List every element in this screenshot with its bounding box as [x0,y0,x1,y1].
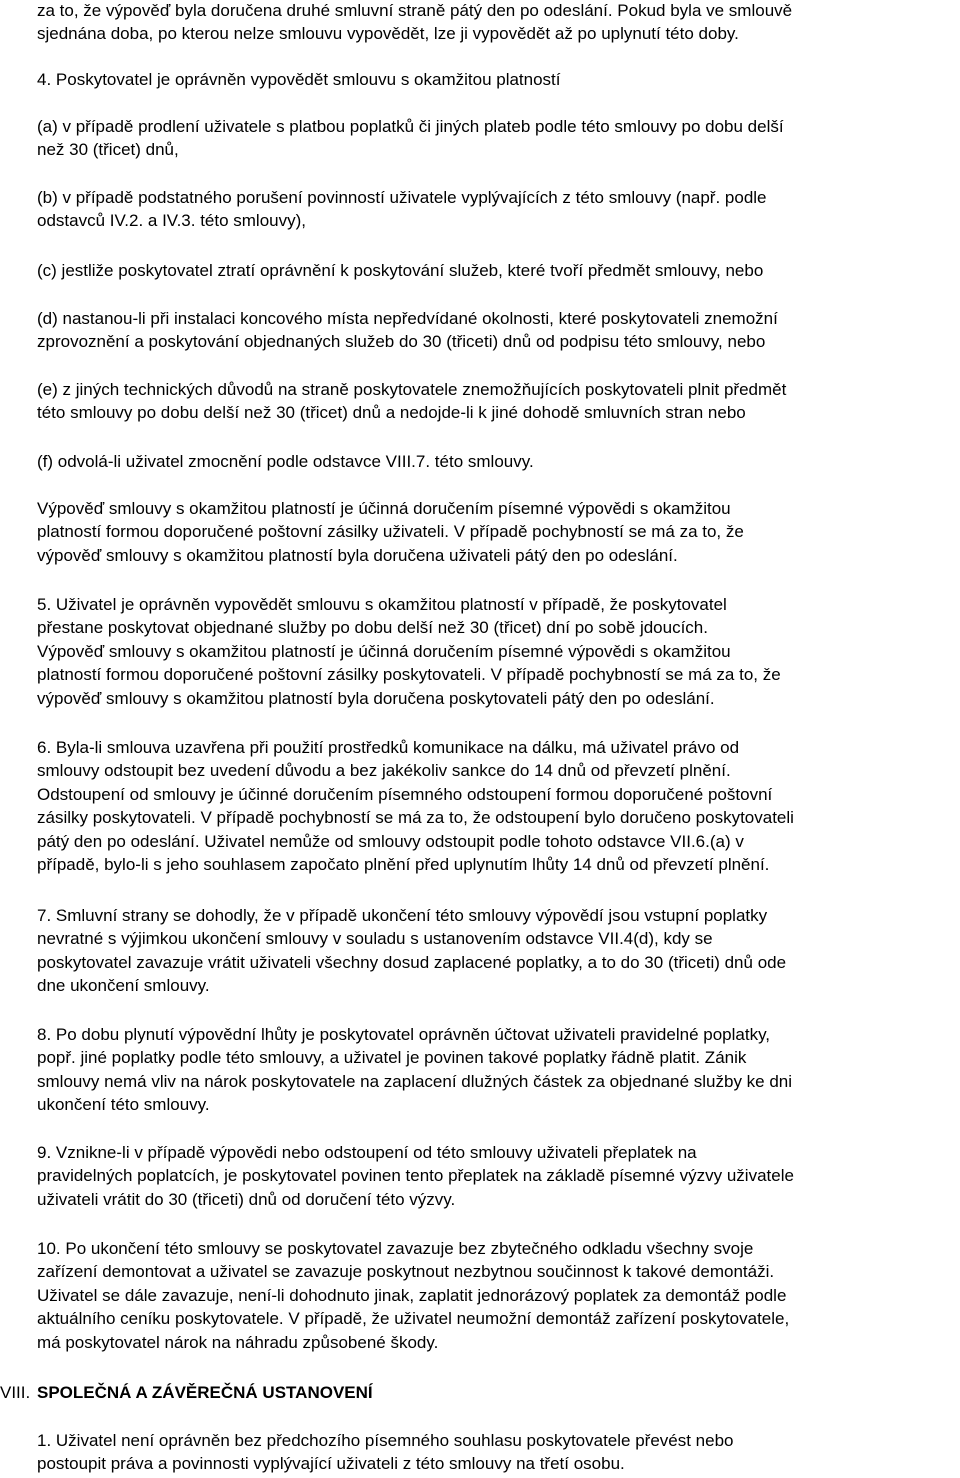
paragraph-9: 9. Vznikne-li v případě výpovědi nebo odstoupení od této smlouvy uživateli přeplatek na pravidelných poplatcích, je poskytovatel povinen tento přeplatek na základě písemné výzvy uživatele uživateli vrátit do 30 (třiceti) dnů od doručení této výzvy. [37,1143,794,1209]
paragraph-4c: (c) jestliže poskytovatel ztratí oprávnění k poskytování služeb, které tvoří předmět smlouvy, nebo [37,261,764,280]
paragraph-4a: (a) v případě prodlení uživatele s platbou poplatků či jiných plateb podle této smlouvy po dobu delší než 30 (třicet) dnů, [37,117,784,160]
section-heading-viii [0,1381,373,1404]
paragraph-6: 6. Byla-li smlouva uzavřena při použití prostředků komunikace na dálku, má uživatel právo od smlouvy odstoupit bez uvedení důvodu a bez jakékoliv sankce do 14 dnů od převzetí plnění. Odstoupení od smlouvy je účinné doručením písemného odstoupení formou doporučené poštovní zásilky poskytovateli. V případě pochybností se má za to, že odstoupení bylo doručeno poskytovateli pátý den po odeslání. Uživatel nemůže od smlouvy odstoupit podle tohoto odstavce VII.6.(a) v případě, bylo-li s jeho souhlasem započato plnění před uplynutím lhůty 14 dnů od převzetí plnění. [37,738,794,875]
paragraph-4e: (e) z jiných technických důvodů na straně poskytovatele znemožňujících poskytovateli plnit předmět této smlouvy po dobu delší než 30 (třicet) dnů a nedojde-li k jiné dohodě smluvních stran nebo [37,380,787,423]
paragraph-4f: (f) odvolá-li uživatel zmocnění podle odstavce VIII.7. této smlouvy. [37,452,534,471]
paragraph-7: 7. Smluvní strany se dohodly, že v případě ukončení této smlouvy výpovědí jsou vstupní poplatky nevratné s výjimkou ukončení smlouvy v souladu s ustanovením odstavce VII.4(d), kdy se poskytovatel zavazuje vrátit uživateli všechny dosud zaplacené poplatky, a to do 30 (třiceti) dnů ode dne ukončení smlouvy. [37,906,787,996]
paragraph-4: 4. Poskytovatel je oprávněn vypovědět smlouvu s okamžitou platností [37,70,561,89]
paragraph-8: 8. Po dobu plynutí výpovědní lhůty je poskytovatel oprávněn účtovat uživateli pravidelné poplatky, popř. jiné poplatky podle této smlouvy, a uživatel je povinen takové poplatky řádně platit. Zánik smlouvy nemá vliv na nárok poskytovatele na zaplacení dlužných částek za objednané služby ke dni ukončení této smlouvy. [37,1025,793,1115]
paragraph-4b: (b) v případě podstatného porušení povinností uživatele vyplývajících z této smlouvy (např. podle odstavců IV.2. a IV.3. této smlouvy), [37,188,767,231]
paragraph-5: 5. Uživatel je oprávněn vypovědět smlouvu s okamžitou platností v případě, že poskytovatel přestane poskytovat objednané služby po dobu delší než 30 (třicet) dní po sobě jdoucích. Výpověď smlouvy s okamžitou platností je účinná doručením písemné výpovědi s okamžitou platností formou doporučené poštovní zásilky poskytovateli. V případě pochybností se má za to, že výpověď smlouvy s okamžitou platností byla doručena poskytovateli pátý den po odeslání. [37,595,781,708]
section-title: SPOLEČNÁ A ZÁVĚREČNÁ USTANOVENÍ [37,1383,373,1402]
section-number: VIII. [0,1383,31,1402]
paragraph-4-closing: Výpověď smlouvy s okamžitou platností je účinná doručením písemné výpovědi s okamžitou platností formou doporučené poštovní zásilky uživateli. V případě pochybností se má za to, že výpověď smlouvy s okamžitou platností byla doručena uživateli pátý den po odeslání. [37,499,744,565]
paragraph-continuation: za to, že výpověď byla doručena druhé smluvní straně pátý den po odeslání. Pokud byla ve smlouvě sjednána doba, po kterou nelze smlouvu vypovědět, lze ji vypovědět až po uplynutí této doby. [37,1,793,44]
paragraph-viii-1: 1. Uživatel není oprávněn bez předchozího písemného souhlasu poskytovatele převést nebo postoupit práva a povinnosti vyplývající uživateli z této smlouvy na třetí osobu. [37,1431,734,1474]
paragraph-10: 10. Po ukončení této smlouvy se poskytovatel zavazuje bez zbytečného odkladu všechny svoje zařízení demontovat a uživatel se zavazuje poskytnout nezbytnou součinnost k takové demontáži. Uživatel se dále zavazuje, není-li dohodnuto jinak, zaplatit jednorázový poplatek za demontáž podle aktuálního ceníku poskytovatele. V případě, že uživatel neumožní demontáž zařízení poskytovatele, má poskytovatel nárok na náhradu způsobené škody. [37,1239,790,1352]
paragraph-4d: (d) nastanou-li při instalaci koncového místa nepředvídané okolnosti, které poskytovateli znemožní zprovoznění a poskytování objednaných služeb do 30 (třiceti) dnů od podpisu této smlouvy, nebo [37,309,778,352]
